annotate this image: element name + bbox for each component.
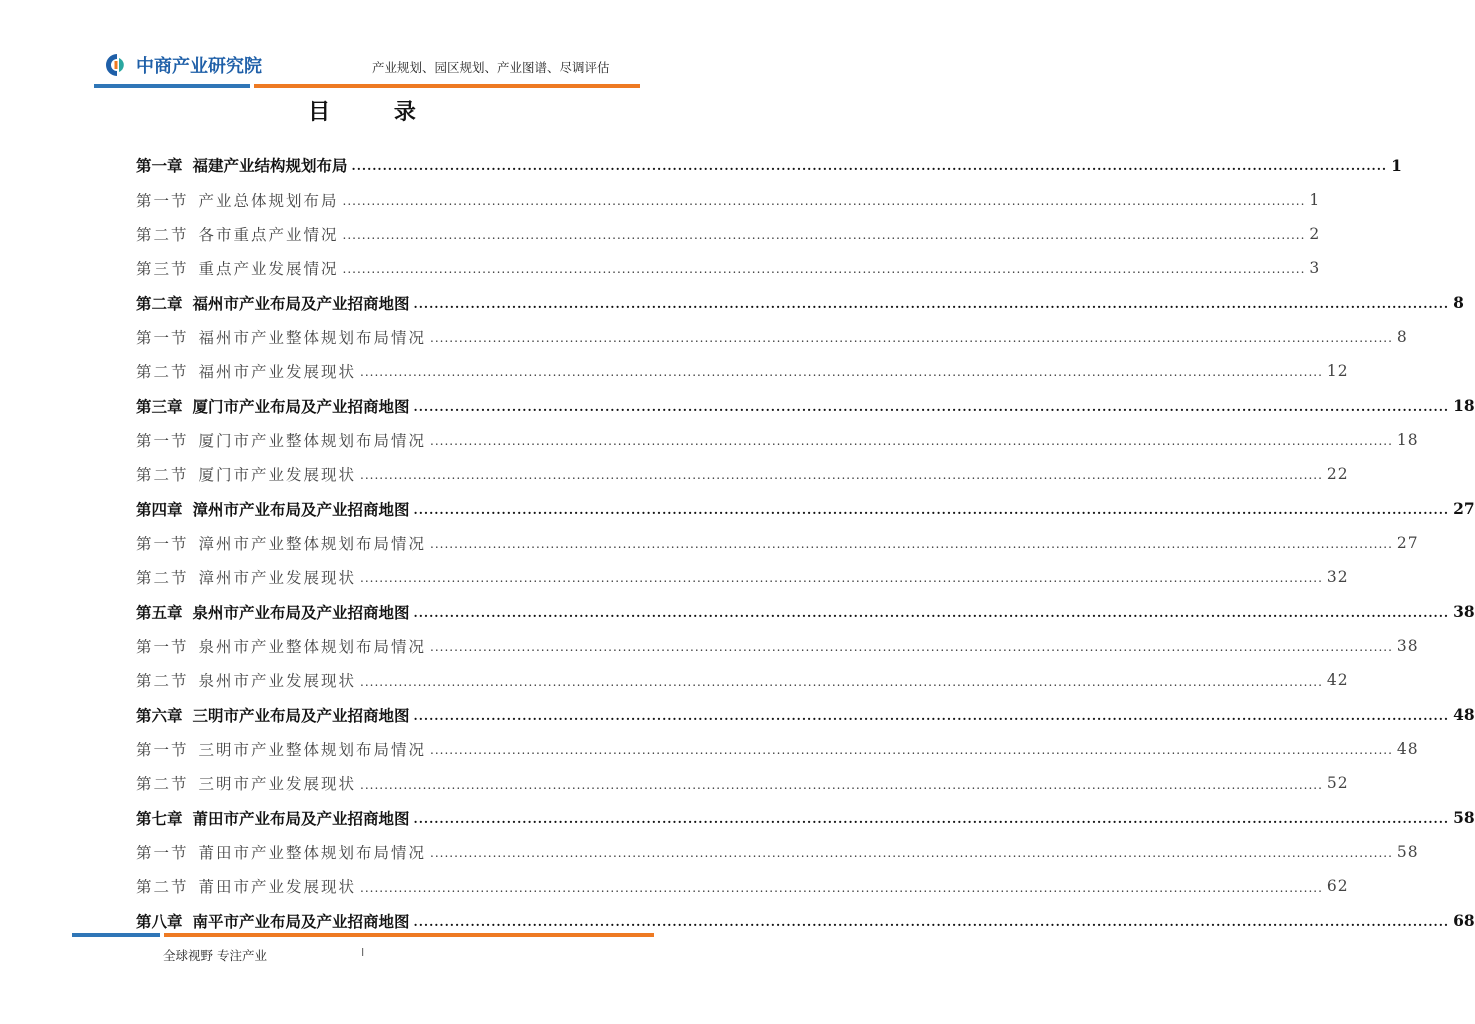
- toc-entry-page: 18: [1453, 396, 1475, 416]
- toc-section-entry[interactable]: [136, 182, 1321, 216]
- toc-entry-number: 第二节: [136, 225, 189, 244]
- toc-leader-dots: ........................................................................................................................................................................................................: [413, 811, 1450, 826]
- toc-entry-title: 各市重点产业情况: [198, 225, 339, 244]
- toc-entry-number: 第五章: [136, 602, 183, 622]
- toc-leader-dots: ........................................................................................................................................................................................................: [430, 331, 1393, 346]
- toc-entry-number: 第一节: [136, 328, 189, 347]
- toc-entry-title: 漳州市产业发展现状: [198, 569, 357, 588]
- toc-section-entry[interactable]: [136, 835, 1419, 869]
- toc-entry-page: 1: [1309, 190, 1321, 209]
- toc-entry-number: 第六章: [136, 705, 183, 725]
- toc-section-entry[interactable]: [136, 423, 1419, 457]
- toc-leader-dots: ........................................................................................................................................................................................................: [360, 571, 1323, 586]
- toc-leader-dots: ........................................................................................................................................................................................................: [360, 468, 1323, 483]
- page-number: I: [361, 946, 365, 959]
- toc-entry-title: 三明市产业发展现状: [198, 775, 357, 794]
- toc-entry-number: 第一节: [136, 844, 189, 863]
- toc-leader-dots: ........................................................................................................................................................................................................: [360, 880, 1323, 895]
- toc-entry-number: 第四章: [136, 499, 183, 519]
- toc-entry-page: 62: [1326, 877, 1349, 896]
- toc-entry-title: 三明市产业布局及产业招商地图: [192, 705, 410, 725]
- toc-chapter-entry[interactable]: [136, 148, 1402, 182]
- toc-entry-title: 厦门市产业布局及产业招商地图: [192, 396, 410, 416]
- toc-entry-title: 莆田市产业布局及产业招商地图: [192, 808, 410, 828]
- toc-section-entry[interactable]: [136, 354, 1349, 388]
- toc-entry-title: 漳州市产业布局及产业招商地图: [192, 499, 410, 519]
- toc-entry-title: 泉州市产业布局及产业招商地图: [192, 602, 410, 622]
- logo-text: 中商产业研究院: [136, 56, 262, 77]
- toc-entry-number: 第八章: [136, 911, 183, 931]
- table-of-contents: [136, 148, 1475, 938]
- toc-entry-page: 58: [1453, 808, 1475, 828]
- toc-entry-title: 福建产业结构规划布局: [192, 156, 348, 176]
- toc-entry-title: 三明市产业整体规划布局情况: [198, 741, 427, 760]
- toc-entry-title: 漳州市产业整体规划布局情况: [198, 534, 427, 553]
- toc-entry-title: 产业总体规划布局: [198, 191, 339, 210]
- toc-chapter-entry[interactable]: [136, 698, 1475, 732]
- toc-entry-number: 第二章: [136, 293, 183, 313]
- toc-leader-dots: ........................................................................................................................................................................................................: [360, 365, 1323, 380]
- toc-section-entry[interactable]: [136, 629, 1419, 663]
- toc-section-entry[interactable]: [136, 766, 1349, 800]
- toc-entry-number: 第一节: [136, 637, 189, 656]
- toc-entry-title: 重点产业发展情况: [198, 260, 339, 279]
- toc-title: 目 录: [308, 99, 444, 125]
- toc-entry-page: 42: [1326, 671, 1349, 690]
- toc-entry-number: 第二节: [136, 569, 189, 588]
- footer-slogan: 全球视野 专注产业: [163, 948, 267, 963]
- header-rule-blue: [94, 84, 250, 88]
- toc-entry-title: 福州市产业发展现状: [198, 363, 357, 382]
- toc-leader-dots: ........................................................................................................................................................................................................: [430, 846, 1393, 861]
- toc-entry-number: 第二节: [136, 363, 189, 382]
- toc-entry-page: 38: [1396, 636, 1419, 655]
- toc-entry-number: 第二节: [136, 878, 189, 897]
- toc-entry-title: 泉州市产业发展现状: [198, 672, 357, 691]
- toc-section-entry[interactable]: [136, 869, 1349, 903]
- toc-chapter-entry[interactable]: [136, 801, 1475, 835]
- toc-entry-number: 第三节: [136, 260, 189, 279]
- toc-entry-page: 58: [1396, 843, 1419, 862]
- logo-icon: [104, 52, 130, 78]
- toc-entry-number: 第二节: [136, 775, 189, 794]
- toc-leader-dots: ........................................................................................................................................................................................................: [413, 914, 1450, 929]
- toc-entry-title: 福州市产业布局及产业招商地图: [192, 293, 410, 313]
- toc-section-entry[interactable]: [136, 251, 1321, 285]
- toc-entry-title: 福州市产业整体规划布局情况: [198, 328, 427, 347]
- toc-entry-number: 第一节: [136, 431, 189, 450]
- toc-section-entry[interactable]: [136, 320, 1408, 354]
- toc-entry-page: 8: [1396, 327, 1408, 346]
- toc-leader-dots: ........................................................................................................................................................................................................: [360, 777, 1323, 792]
- toc-leader-dots: ........................................................................................................................................................................................................: [413, 605, 1450, 620]
- toc-entry-title: 莆田市产业整体规划布局情况: [198, 844, 427, 863]
- header-tagline: 产业规划、园区规划、产业图谱、尽调评估: [372, 60, 610, 75]
- toc-leader-dots: ........................................................................................................................................................................................................: [342, 228, 1306, 243]
- toc-leader-dots: ........................................................................................................................................................................................................: [413, 502, 1450, 517]
- toc-entry-title: 厦门市产业发展现状: [198, 466, 357, 485]
- toc-section-entry[interactable]: [136, 663, 1349, 697]
- toc-leader-dots: ........................................................................................................................................................................................................: [430, 434, 1393, 449]
- toc-entry-page: 68: [1453, 911, 1475, 931]
- toc-entry-page: 38: [1453, 602, 1475, 622]
- toc-entry-title: 南平市产业布局及产业招商地图: [192, 911, 410, 931]
- toc-section-entry[interactable]: [136, 526, 1419, 560]
- toc-chapter-entry[interactable]: [136, 285, 1464, 319]
- toc-entry-number: 第一节: [136, 741, 189, 760]
- toc-leader-dots: ........................................................................................................................................................................................................: [360, 674, 1323, 689]
- toc-entry-title: 厦门市产业整体规划布局情况: [198, 431, 427, 450]
- toc-leader-dots: ........................................................................................................................................................................................................: [430, 640, 1393, 655]
- toc-leader-dots: ........................................................................................................................................................................................................: [342, 262, 1306, 277]
- toc-entry-page: 12: [1326, 362, 1349, 381]
- toc-entry-number: 第三章: [136, 396, 183, 416]
- toc-chapter-entry[interactable]: [136, 594, 1475, 628]
- toc-section-entry[interactable]: [136, 217, 1321, 251]
- toc-section-entry[interactable]: [136, 560, 1349, 594]
- toc-entry-number: 第一节: [136, 534, 189, 553]
- toc-leader-dots: ........................................................................................................................................................................................................: [413, 708, 1450, 723]
- toc-entry-number: 第二节: [136, 672, 189, 691]
- toc-entry-page: 1: [1391, 155, 1402, 175]
- toc-entry-number: 第二节: [136, 466, 189, 485]
- company-logo: [104, 52, 262, 78]
- toc-leader-dots: ........................................................................................................................................................................................................: [351, 159, 1388, 174]
- toc-chapter-entry[interactable]: [136, 388, 1475, 422]
- toc-entry-number: 第一章: [136, 156, 183, 176]
- toc-entry-page: 8: [1453, 293, 1464, 313]
- toc-entry-number: 第七章: [136, 808, 183, 828]
- footer-rule-blue: [72, 933, 160, 937]
- toc-entry-page: 48: [1396, 740, 1419, 759]
- toc-entry-page: 52: [1326, 774, 1349, 793]
- toc-section-entry[interactable]: [136, 457, 1349, 491]
- toc-entry-page: 27: [1396, 533, 1419, 552]
- toc-leader-dots: ........................................................................................................................................................................................................: [413, 296, 1450, 311]
- toc-entry-page: 18: [1396, 430, 1419, 449]
- toc-entry-title: 莆田市产业发展现状: [198, 878, 357, 897]
- toc-entry-title: 泉州市产业整体规划布局情况: [198, 637, 427, 656]
- toc-entry-page: 48: [1453, 705, 1475, 725]
- toc-section-entry[interactable]: [136, 732, 1419, 766]
- toc-leader-dots: ........................................................................................................................................................................................................: [413, 399, 1450, 414]
- toc-entry-page: 2: [1309, 224, 1321, 243]
- header-rule-orange: [254, 84, 640, 88]
- toc-entry-page: 22: [1326, 465, 1349, 484]
- toc-entry-page: 32: [1326, 568, 1349, 587]
- toc-entry-page: 27: [1453, 499, 1475, 519]
- toc-entry-number: 第一节: [136, 191, 189, 210]
- toc-leader-dots: ........................................................................................................................................................................................................: [430, 537, 1393, 552]
- toc-leader-dots: ........................................................................................................................................................................................................: [430, 743, 1393, 758]
- footer-rule-orange: [164, 933, 654, 937]
- toc-entry-page: 3: [1309, 259, 1321, 278]
- toc-leader-dots: ........................................................................................................................................................................................................: [342, 193, 1306, 208]
- toc-chapter-entry[interactable]: [136, 491, 1475, 525]
